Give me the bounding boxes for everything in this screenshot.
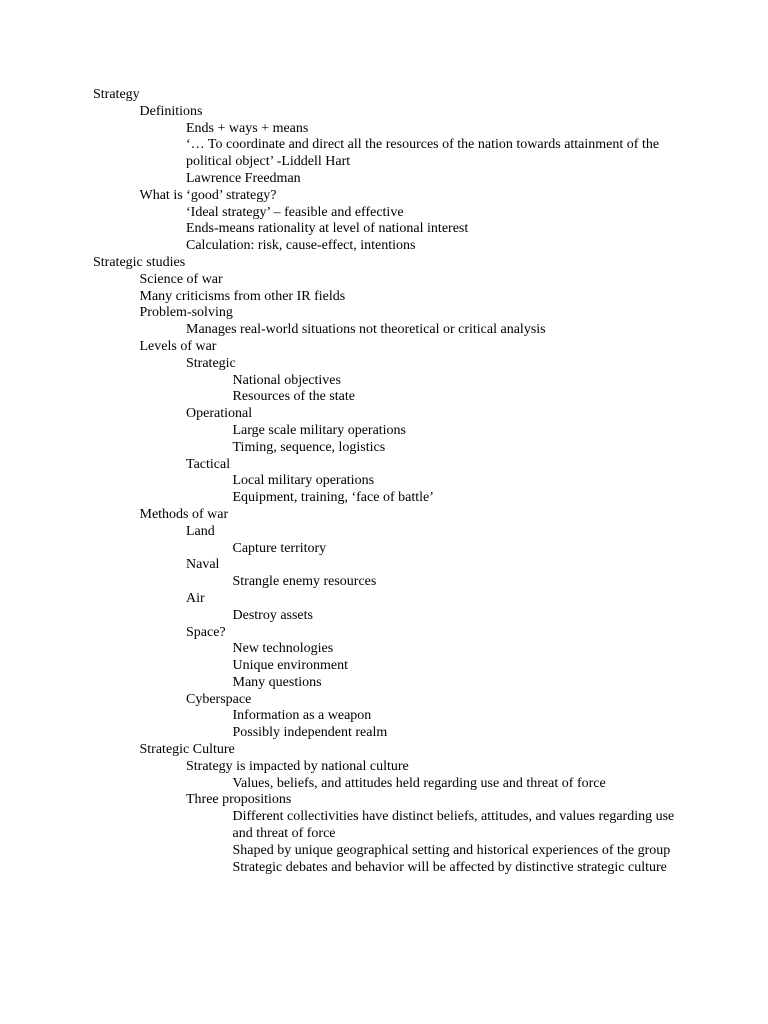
outline-item: Values, beliefs, and attitudes held regarding use and threat of force bbox=[232, 775, 606, 791]
outline-item: Naval bbox=[186, 557, 220, 573]
outline-item: Space? bbox=[186, 624, 226, 640]
outline-notes bbox=[93, 87, 683, 876]
outline-item: Strategy bbox=[93, 87, 140, 102]
outline-item: Resources of the state bbox=[232, 389, 355, 405]
outline-item: Local military operations bbox=[232, 473, 375, 489]
outline-item: Many criticisms from other IR fields bbox=[139, 288, 346, 304]
outline-item: Manages real-world situations not theoretical or critical analysis bbox=[186, 322, 546, 338]
outline-item: Equipment, training, ‘face of battle’ bbox=[232, 490, 434, 506]
outline-item: New technologies bbox=[232, 641, 334, 657]
outline-item: Operational bbox=[186, 406, 253, 422]
outline-item: Air bbox=[186, 590, 205, 606]
outline-item: Methods of war bbox=[139, 506, 229, 522]
outline-item: ‘… To coordinate and direct all the resources of the nation towards attainment of the political object’ -Liddell Hart bbox=[186, 137, 660, 170]
outline-item: Tactical bbox=[186, 456, 231, 472]
outline-item: Cyberspace bbox=[186, 691, 252, 707]
outline-item: Strangle enemy resources bbox=[232, 574, 377, 590]
outline-item: ‘Ideal strategy’ – feasible and effective bbox=[186, 204, 404, 220]
outline-item: Land bbox=[186, 523, 215, 539]
outline-item: National objectives bbox=[232, 372, 341, 388]
outline-item: Large scale military operations bbox=[232, 422, 407, 438]
outline-item: Definitions bbox=[139, 103, 203, 119]
outline-item: Science of war bbox=[139, 271, 223, 287]
outline-item: What is ‘good’ strategy? bbox=[139, 187, 277, 203]
outline-item: Different collectivities have distinct beliefs, attitudes, and values regarding use and threat of force bbox=[232, 809, 675, 842]
outline-item: Lawrence Freedman bbox=[186, 170, 301, 186]
outline-item: Shaped by unique geographical setting and historical experiences of the group bbox=[232, 842, 671, 858]
outline-item: Capture territory bbox=[232, 540, 327, 556]
outline-item: Three propositions bbox=[186, 792, 292, 808]
outline-item: Unique environment bbox=[232, 658, 348, 674]
outline-item: Information as a weapon bbox=[232, 708, 372, 724]
outline-item: Timing, sequence, logistics bbox=[232, 439, 386, 455]
outline-item: Strategic bbox=[186, 355, 236, 371]
outline-item: Destroy assets bbox=[232, 607, 313, 623]
outline-item: Strategic studies bbox=[93, 254, 186, 270]
outline-item: Strategy is impacted by national culture bbox=[186, 758, 409, 774]
outline-item: Strategic debates and behavior will be affected by distinctive strategic culture bbox=[232, 859, 667, 875]
outline-item: Many questions bbox=[232, 674, 322, 690]
outline-item: Possibly independent realm bbox=[232, 725, 388, 741]
outline-item: Levels of war bbox=[139, 338, 217, 354]
outline-item: Strategic Culture bbox=[139, 742, 235, 758]
outline-item: Problem-solving bbox=[139, 305, 233, 321]
outline-item: Ends-means rationality at level of national interest bbox=[186, 221, 469, 237]
outline-item: Calculation: risk, cause-effect, intentions bbox=[186, 238, 416, 254]
outline-item: Ends + ways + means bbox=[186, 120, 309, 136]
